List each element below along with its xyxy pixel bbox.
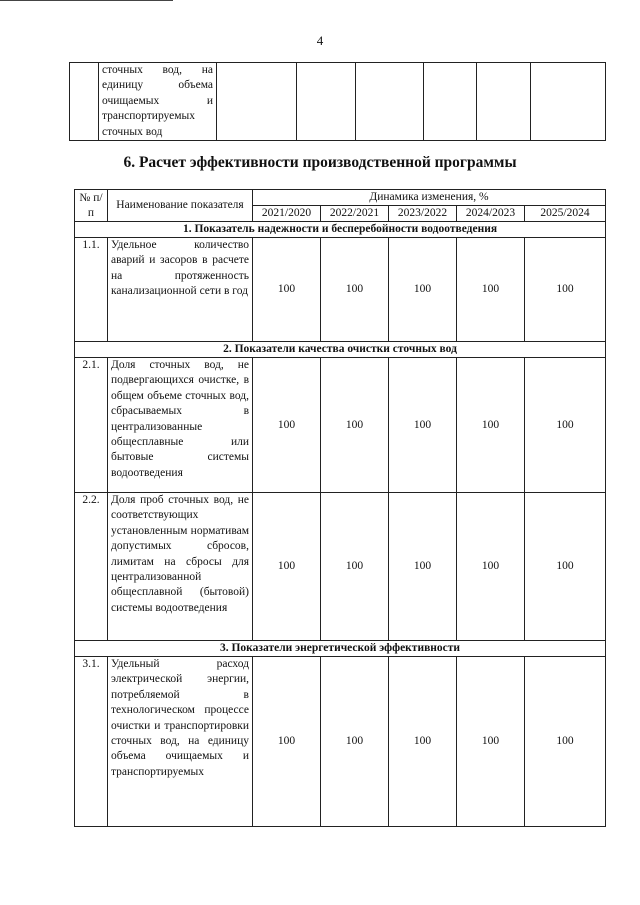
- table-cell: [356, 63, 424, 141]
- section-heading: 1. Показатель надежности и бесперебойности водоотведения: [75, 222, 606, 238]
- row-number: 3.1.: [75, 657, 108, 827]
- section-row: [75, 222, 606, 238]
- section-heading: 3. Показатели энергетической эффективности: [75, 641, 606, 657]
- indicator-name: Доля сточных вод, не подвергающихся очистке, в общем объеме сточных вод, сбрасываемых в централизованные общесплавные или бытовые системы водоотведения: [108, 358, 253, 493]
- table-cell: [531, 63, 606, 141]
- value-cell: 100: [253, 657, 321, 827]
- value-cell: 100: [321, 657, 389, 827]
- value-cell: 100: [389, 358, 457, 493]
- table-row: [70, 63, 606, 141]
- table-cell: [477, 63, 531, 141]
- row-number: 2.1.: [75, 358, 108, 493]
- table-row: [75, 657, 606, 827]
- value-cell: 100: [389, 493, 457, 641]
- header-num: № п/п: [75, 190, 108, 222]
- header-year: 2022/2021: [321, 206, 389, 222]
- value-cell: 100: [457, 493, 525, 641]
- table-cell: [217, 63, 297, 141]
- indicator-name: Удельный расход электрической энергии, потребляемой в технологическом процессе очистки и транспортировки сточных вод, на единицу объема очищаемых и транспортируемых: [108, 657, 253, 827]
- value-cell: 100: [253, 238, 321, 342]
- indicator-name-continued: сточных вод, на единицу объема очищаемых и транспортируемых сточных вод: [99, 63, 217, 141]
- header-year: 2025/2024: [525, 206, 606, 222]
- table-row: [75, 493, 606, 641]
- table-cell: [424, 63, 477, 141]
- value-cell: 100: [457, 358, 525, 493]
- header-rule: [0, 0, 173, 1]
- table-row: [75, 358, 606, 493]
- value-cell: 100: [321, 358, 389, 493]
- value-cell: 100: [525, 493, 606, 641]
- value-cell: 100: [525, 358, 606, 493]
- value-cell: 100: [457, 238, 525, 342]
- table-cell: [70, 63, 99, 141]
- indicator-name: Удельное количество аварий и засоров в расчете на протяженность канализационной сети в год: [108, 238, 253, 342]
- header-name: Наименование показателя: [108, 190, 253, 222]
- value-cell: 100: [253, 358, 321, 493]
- section-title: 6. Расчет эффективности производственной программы: [123, 154, 517, 171]
- section-heading: 2. Показатели качества очистки сточных вод: [75, 342, 606, 358]
- efficiency-table: [74, 189, 606, 827]
- value-cell: 100: [525, 657, 606, 827]
- table-row: [75, 238, 606, 342]
- indicator-name: Доля проб сточных вод, не соответствующих установленным нормативам допустимых сбросов, лимитам на сбросы для централизованной общесплавной (бытовой) системы водоотведения: [108, 493, 253, 641]
- value-cell: 100: [389, 657, 457, 827]
- value-cell: 100: [525, 238, 606, 342]
- row-number: 1.1.: [75, 238, 108, 342]
- header-dynamics: Динамика изменения, %: [253, 190, 606, 206]
- value-cell: 100: [253, 493, 321, 641]
- header-year: 2021/2020: [253, 206, 321, 222]
- value-cell: 100: [321, 238, 389, 342]
- header-year: 2024/2023: [457, 206, 525, 222]
- table-cell: [297, 63, 356, 141]
- continued-table: [69, 62, 606, 141]
- section-row: [75, 641, 606, 657]
- header-year: 2023/2022: [389, 206, 457, 222]
- section-row: [75, 342, 606, 358]
- header-row: [75, 190, 606, 206]
- value-cell: 100: [457, 657, 525, 827]
- value-cell: 100: [389, 238, 457, 342]
- page-number: 4: [316, 33, 324, 48]
- row-number: 2.2.: [75, 493, 108, 641]
- value-cell: 100: [321, 493, 389, 641]
